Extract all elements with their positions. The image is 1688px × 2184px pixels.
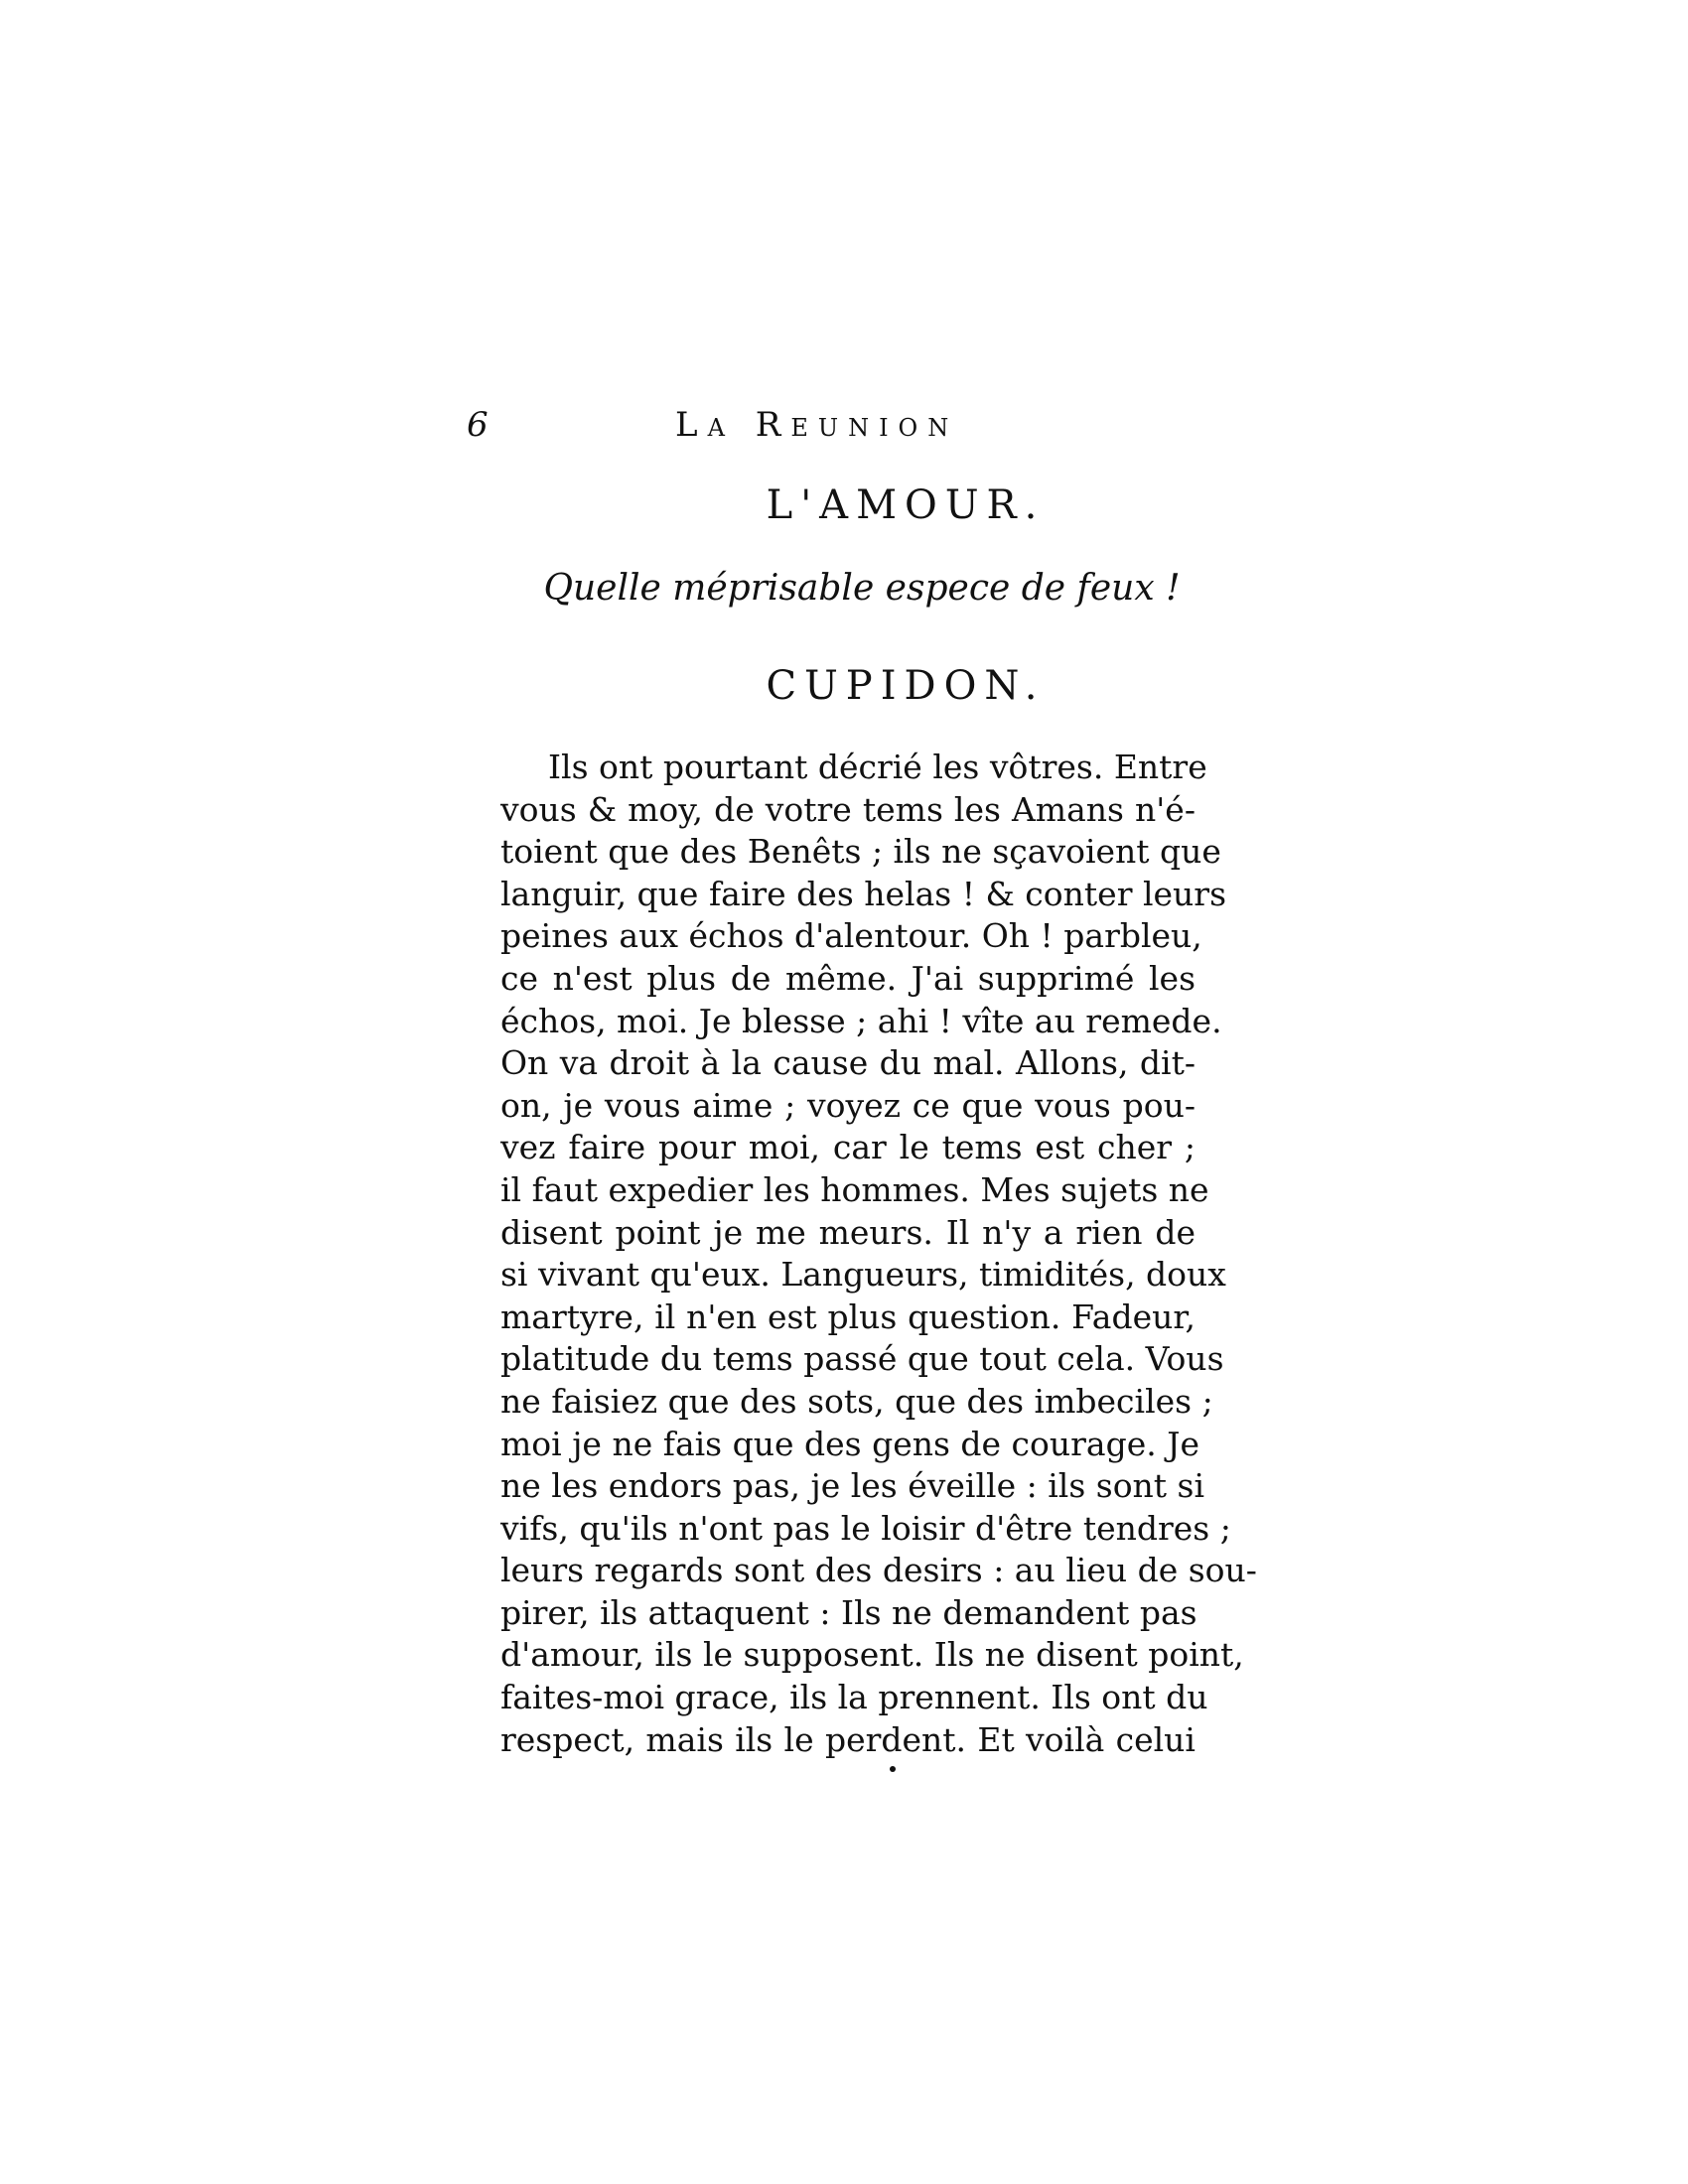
speech-line: platitude du tems passé que tout cela. Vous <box>500 1339 1224 1379</box>
speech-line: martyre, il n'en est plus question. Fadeur, <box>500 1297 1196 1336</box>
speech-line: disent point je me meurs. Il n'y a rien de <box>500 1212 1196 1252</box>
speech-line: On va droit à la cause du mal. Allons, dit- <box>500 1043 1196 1083</box>
speech-line: si vivant qu'eux. Langueurs, timidités, doux <box>500 1255 1226 1295</box>
speech-line: Ils ont pourtant décrié les vôtres. Entre <box>548 748 1207 786</box>
running-title: La Reunion <box>675 405 959 445</box>
speech-line: ce n'est plus de même. J'ai supprimé les <box>500 958 1196 998</box>
speech-line: languir, que faire des helas ! & conter leurs <box>500 874 1227 913</box>
speech-line: il faut expedier les hommes. Mes sujets ne <box>500 1169 1209 1209</box>
ink-speck <box>890 1766 896 1772</box>
speech-line: d'amour, ils le supposent. Ils ne disent point, <box>500 1635 1244 1675</box>
speech-line: pirer, ils attaquent : Ils ne demandent pas <box>500 1592 1197 1632</box>
speech-line: leurs regards sont des desirs : au lieu de sou- <box>500 1551 1257 1590</box>
speech-line: respect, mais ils le perdent. Et voilà celui <box>500 1719 1196 1759</box>
speech-line: vez faire pour moi, car le tems est cher ; <box>500 1128 1196 1167</box>
speech-line: ne les endors pas, je les éveille : ils sont si <box>500 1466 1205 1506</box>
page-number: 6 <box>467 405 489 445</box>
speech-line: vous & moy, de votre tems les Amans n'é- <box>500 789 1196 829</box>
speech-line: peines aux échos d'alentour. Oh ! parbleu, <box>500 916 1202 956</box>
speech-line: moi je ne fais que des gens de courage. Je <box>500 1424 1199 1463</box>
speaker-amour: L'AMOUR. <box>766 482 1046 528</box>
amour-line: Quelle méprisable espece de feux ! <box>543 568 1181 609</box>
speech-line: ne faisiez que des sots, que des imbeciles ; <box>500 1381 1213 1421</box>
running-head <box>467 405 1003 455</box>
speech-line: échos, moi. Je blesse ; ahi ! vîte au remede. <box>500 1001 1222 1040</box>
cupidon-speech <box>500 747 1257 1761</box>
speech-line: on, je vous aime ; voyez ce que vous pou- <box>500 1085 1196 1125</box>
speech-line: faites-moi grace, ils la prennent. Ils ont du <box>500 1678 1208 1717</box>
speech-line: vifs, qu'ils n'ont pas le loisir d'être tendres ; <box>500 1508 1231 1548</box>
speech-line: toient que des Benêts ; ils ne sçavoient que <box>500 832 1221 872</box>
speaker-cupidon: CUPIDON. <box>766 663 1046 709</box>
